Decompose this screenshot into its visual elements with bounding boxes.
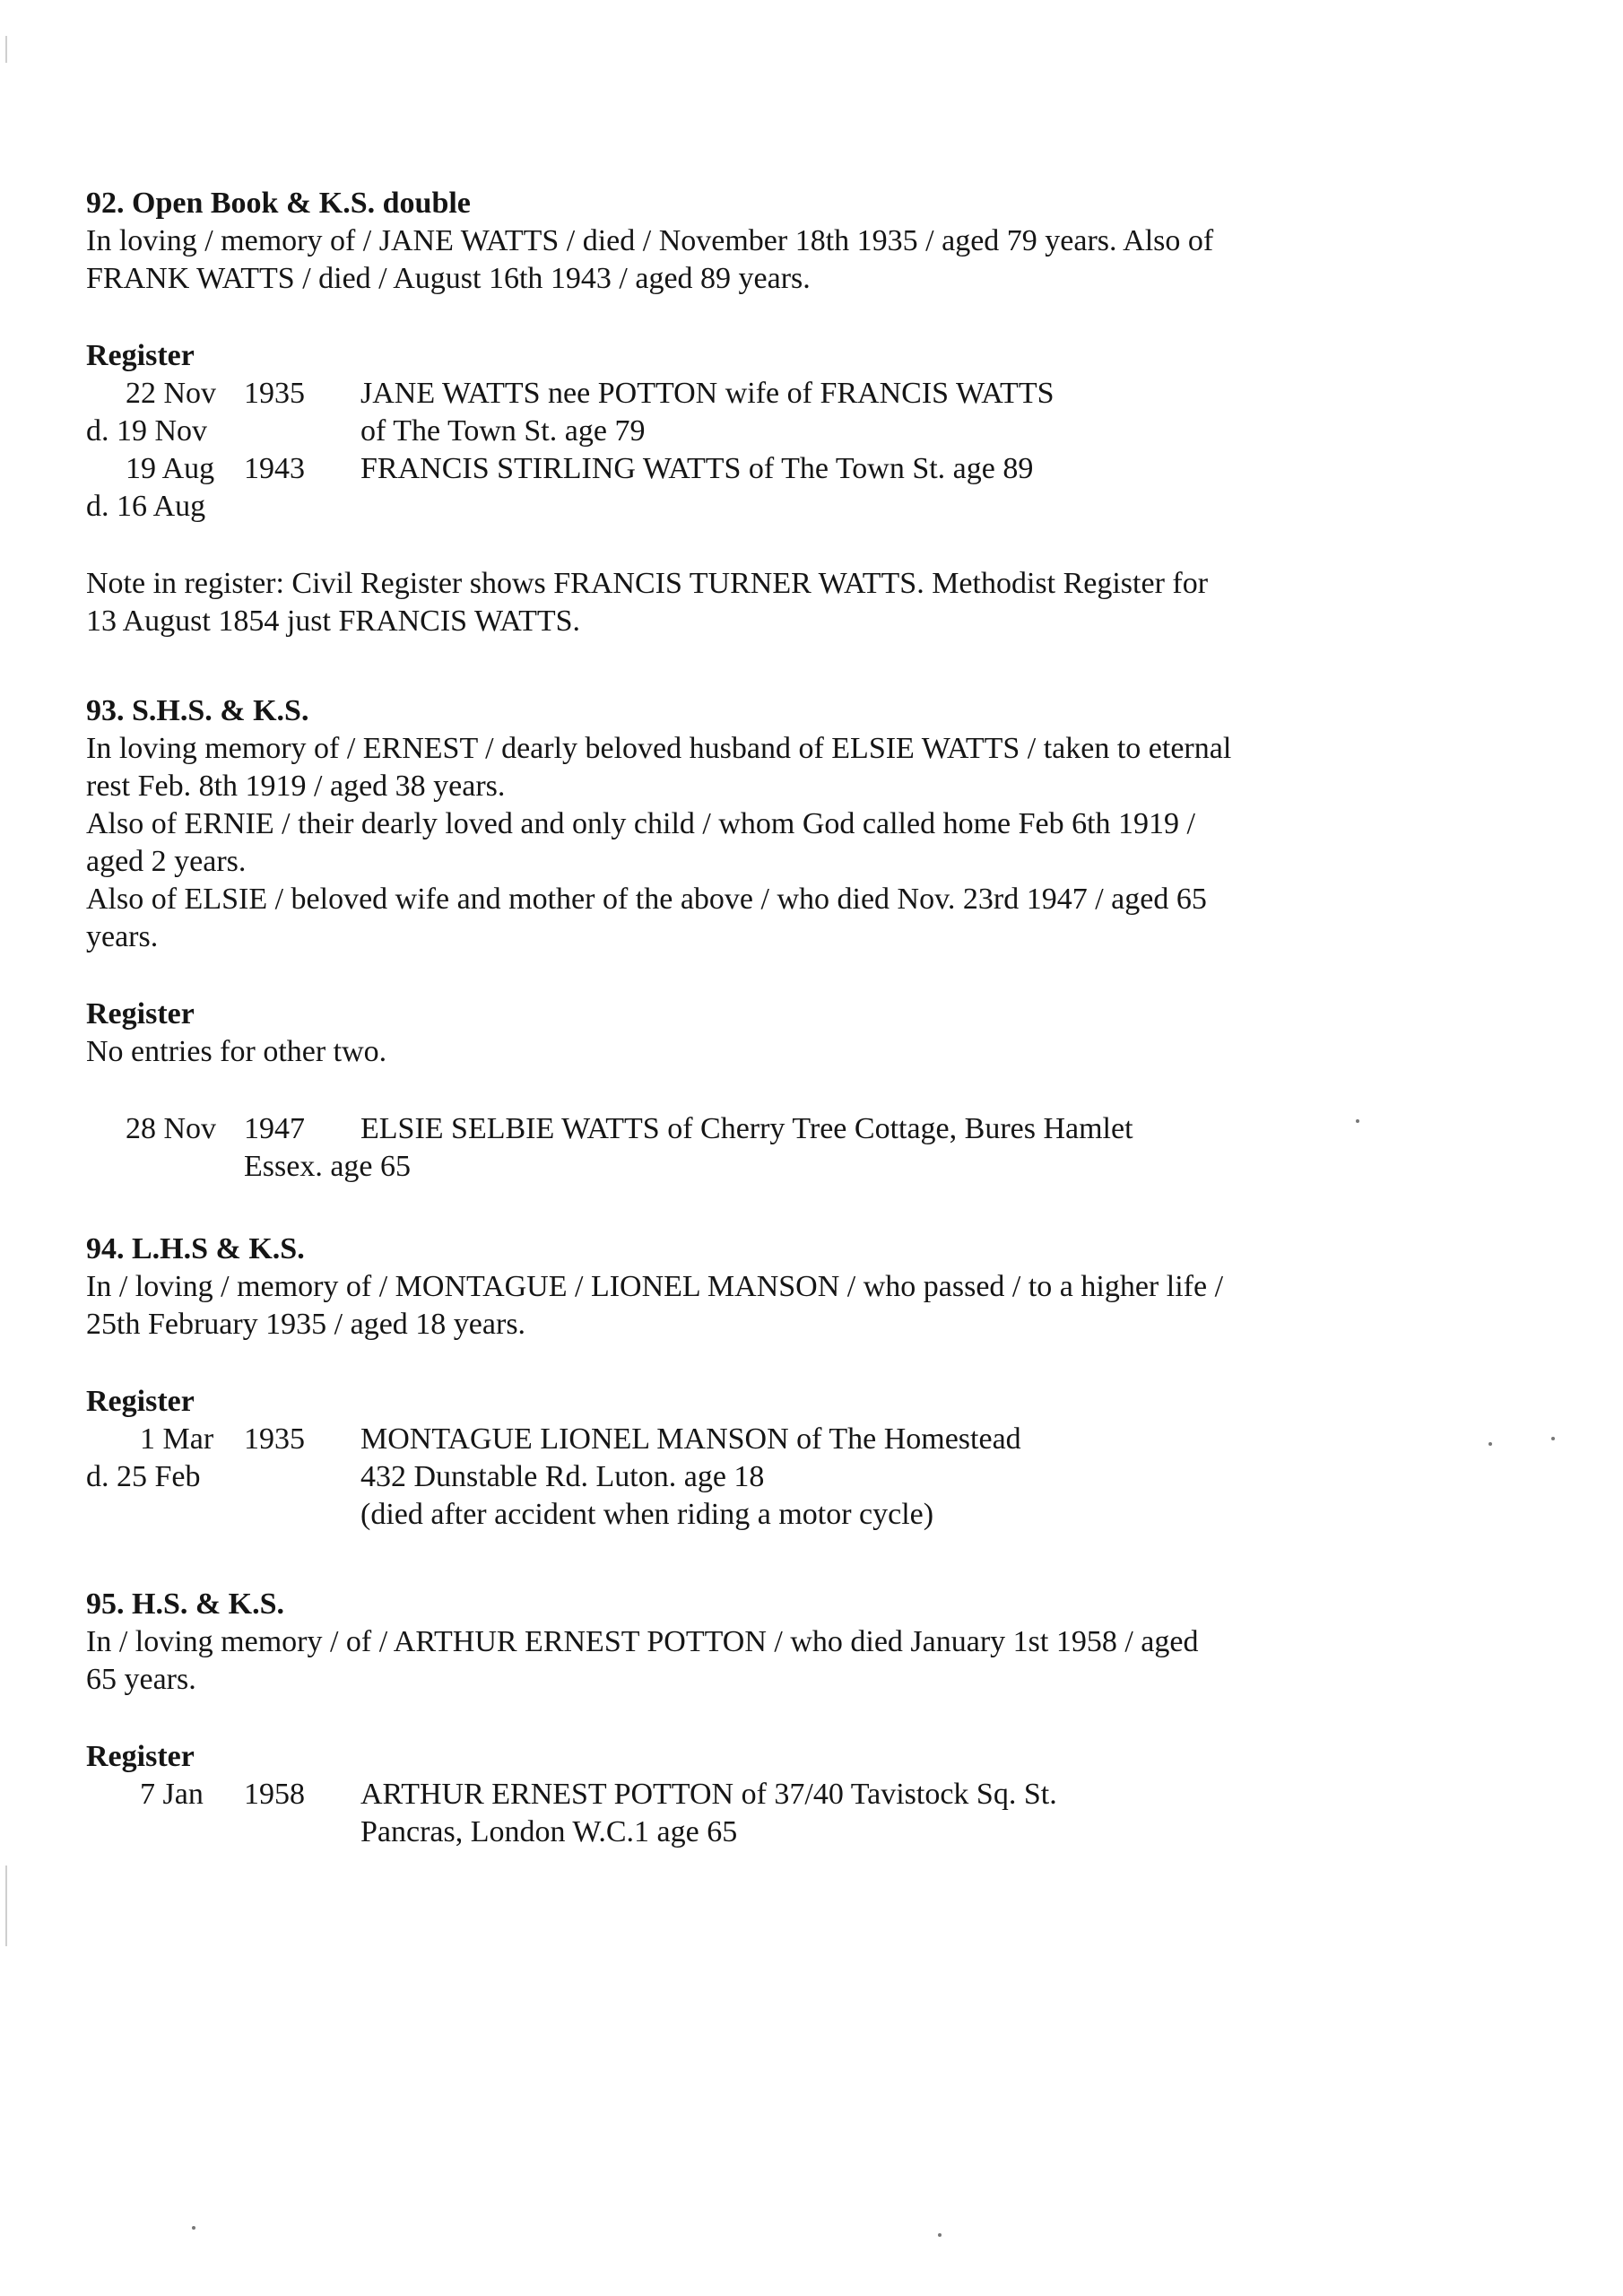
scan-edge-mark bbox=[5, 36, 7, 63]
register-heading: Register bbox=[86, 997, 195, 1031]
register-date: 7 Jan bbox=[140, 1778, 204, 1811]
inscription-line: aged 2 years. bbox=[86, 845, 247, 878]
register-text: Essex. age 65 bbox=[244, 1150, 412, 1183]
entry-heading: 93. S.H.S. & K.S. bbox=[86, 694, 309, 727]
entry-93 bbox=[86, 692, 1359, 1186]
register-table bbox=[86, 1776, 1359, 1851]
entry-95 bbox=[86, 1586, 1359, 1851]
register-row bbox=[86, 1421, 1359, 1458]
entry-heading: 92. Open Book & K.S. double bbox=[86, 187, 471, 220]
register-note-line: Note in register: Civil Register shows FRANCIS TURNER WATTS. Methodist Register for bbox=[86, 567, 1209, 600]
register-row bbox=[86, 450, 1359, 488]
register-date: 19 Aug bbox=[126, 452, 215, 485]
register-row bbox=[86, 375, 1359, 413]
scan-speck bbox=[1488, 1442, 1492, 1446]
register-row bbox=[86, 1776, 1359, 1813]
register-table bbox=[86, 1421, 1359, 1534]
scan-edge-mark bbox=[5, 1866, 7, 1946]
register-table bbox=[86, 1110, 1359, 1186]
register-row bbox=[86, 488, 1359, 526]
register-row bbox=[86, 413, 1359, 450]
entry-94 bbox=[86, 1231, 1359, 1534]
register-text: (died after accident when riding a motor cycle) bbox=[360, 1498, 934, 1531]
scan-speck bbox=[1356, 1119, 1359, 1123]
entry-heading: 94. L.H.S & K.S. bbox=[86, 1232, 305, 1265]
inscription-line: In loving / memory of / JANE WATTS / died / November 18th 1935 / aged 79 years. Also of bbox=[86, 224, 1214, 257]
inscription-line: Also of ERNIE / their dearly loved and only child / whom God called home Feb 6th 1919 / bbox=[86, 807, 1195, 840]
inscription-line: Also of ELSIE / beloved wife and mother of the above / who died Nov. 23rd 1947 / aged 65 bbox=[86, 883, 1207, 916]
register-heading: Register bbox=[86, 1385, 195, 1418]
register-year: 1935 bbox=[244, 377, 305, 410]
register-date: d. 19 Nov bbox=[86, 414, 208, 448]
register-row bbox=[86, 1148, 1359, 1186]
inscription-line: In / loving memory / of / ARTHUR ERNEST POTTON / who died January 1st 1958 / aged bbox=[86, 1625, 1199, 1658]
inscription-line: rest Feb. 8th 1919 / aged 38 years. bbox=[86, 770, 506, 803]
register-text: of The Town St. age 79 bbox=[360, 414, 646, 448]
register-text: ARTHUR ERNEST POTTON of 37/40 Tavistock Sq. St. bbox=[360, 1778, 1057, 1811]
register-text: 432 Dunstable Rd. Luton. age 18 bbox=[360, 1460, 765, 1493]
register-date: 28 Nov bbox=[126, 1112, 217, 1145]
register-text: Pancras, London W.C.1 age 65 bbox=[360, 1815, 738, 1848]
register-row bbox=[86, 1813, 1359, 1851]
register-heading: Register bbox=[86, 339, 195, 372]
scan-speck bbox=[192, 2226, 195, 2230]
register-table bbox=[86, 375, 1359, 526]
inscription-line: FRANK WATTS / died / August 16th 1943 / aged 89 years. bbox=[86, 262, 811, 295]
register-date: 22 Nov bbox=[126, 377, 217, 410]
inscription-line: 65 years. bbox=[86, 1663, 196, 1696]
register-heading: Register bbox=[86, 1740, 195, 1773]
register-note-line: 13 August 1854 just FRANCIS WATTS. bbox=[86, 604, 581, 638]
inscription-line: In / loving / memory of / MONTAGUE / LIONEL MANSON / who passed / to a higher life / bbox=[86, 1270, 1224, 1303]
register-year: 1958 bbox=[244, 1778, 305, 1811]
inscription-line: 25th February 1935 / aged 18 years. bbox=[86, 1308, 526, 1341]
register-year: 1935 bbox=[244, 1422, 305, 1456]
register-row bbox=[86, 1496, 1359, 1534]
register-text: JANE WATTS nee POTTON wife of FRANCIS WATTS bbox=[360, 377, 1055, 410]
register-date: 1 Mar bbox=[140, 1422, 214, 1456]
scan-speck bbox=[1551, 1437, 1555, 1440]
inscription-line: In loving memory of / ERNEST / dearly beloved husband of ELSIE WATTS / taken to eternal bbox=[86, 732, 1232, 765]
register-year: 1943 bbox=[244, 452, 305, 485]
register-text: FRANCIS STIRLING WATTS of The Town St. age 89 bbox=[360, 452, 1034, 485]
inscription-line: years. bbox=[86, 920, 159, 953]
scan-speck bbox=[938, 2233, 942, 2237]
register-text: ELSIE SELBIE WATTS of Cherry Tree Cottage, Bures Hamlet bbox=[360, 1112, 1133, 1145]
register-year: 1947 bbox=[244, 1112, 305, 1145]
entry-heading: 95. H.S. & K.S. bbox=[86, 1587, 285, 1621]
register-text: MONTAGUE LIONEL MANSON of The Homestead bbox=[360, 1422, 1021, 1456]
register-date: d. 25 Feb bbox=[86, 1460, 201, 1493]
register-note: No entries for other two. bbox=[86, 1035, 387, 1068]
register-row bbox=[86, 1458, 1359, 1496]
register-row bbox=[86, 1110, 1359, 1148]
register-date: d. 16 Aug bbox=[86, 490, 206, 523]
entry-92 bbox=[86, 185, 1359, 640]
